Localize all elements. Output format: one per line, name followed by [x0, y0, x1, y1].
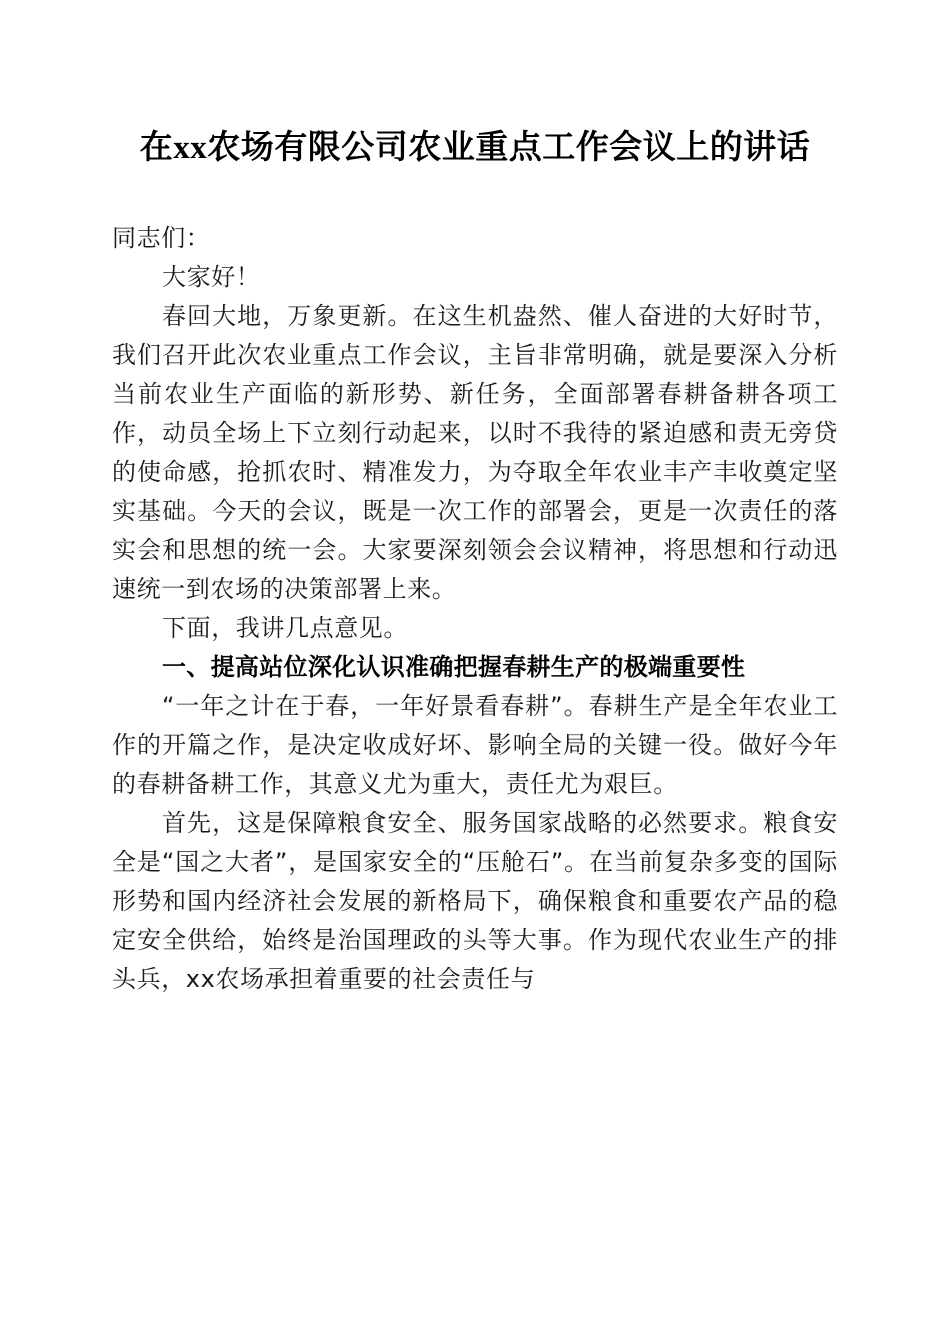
page-title: 在xx农场有限公司农业重点工作会议上的讲话 — [139, 130, 811, 166]
salutation: 同志们： — [112, 224, 211, 252]
transition-paragraph: 下面，我讲几点意见。 — [162, 614, 408, 642]
opening-paragraph: 春回大地，万象更新。在这生机盎然、催人奋进的大好时节，我们召开此次农业重点工作会议，主旨非常明确，就是要深入分析当前农业生产面临的新形势、新任务，全面部署春耕备耕各项工作，动员全场上下立刻行动起来，以时不我待的紧迫感和责无旁贷的使命感，抢抓农时、精准发力，为夺取全年农业丰产丰收奠定坚实基础。今天的会议，既是一次工作的部署会，更是一次责任的落实会和思想的统一会。大家要深刻领会会议精神，将思想和行动迅速统一到农场的决策部署上来。 — [112, 302, 838, 603]
document-body — [112, 0, 838, 999]
food-security-paragraph: 首先，这是保障粮食安全、服务国家战略的必然要求。粮食安全是“国之大者”，是国家安全的“压舱石”。在当前复杂多变的国际形势和国内经济社会发展的新格局下，确保粮食和重要农产品的稳定安全供给，始终是治国理政的头等大事。作为现代农业生产的排头兵，xx农场承担着重要的社会责任与 — [112, 809, 838, 993]
spring-plowing-paragraph: “一年之计在于春，一年好景看春耕”。春耕生产是全年农业工作的开篇之作，是决定收成好坏、影响全局的关键一役。做好今年的春耕备耕工作，其意义尤为重大，责任尤为艰巨。 — [112, 692, 838, 798]
section-heading-one: 一、提高站位深化认识准确把握春耕生产的极端重要性 — [162, 653, 746, 681]
greeting-paragraph: 大家好！ — [162, 263, 261, 291]
